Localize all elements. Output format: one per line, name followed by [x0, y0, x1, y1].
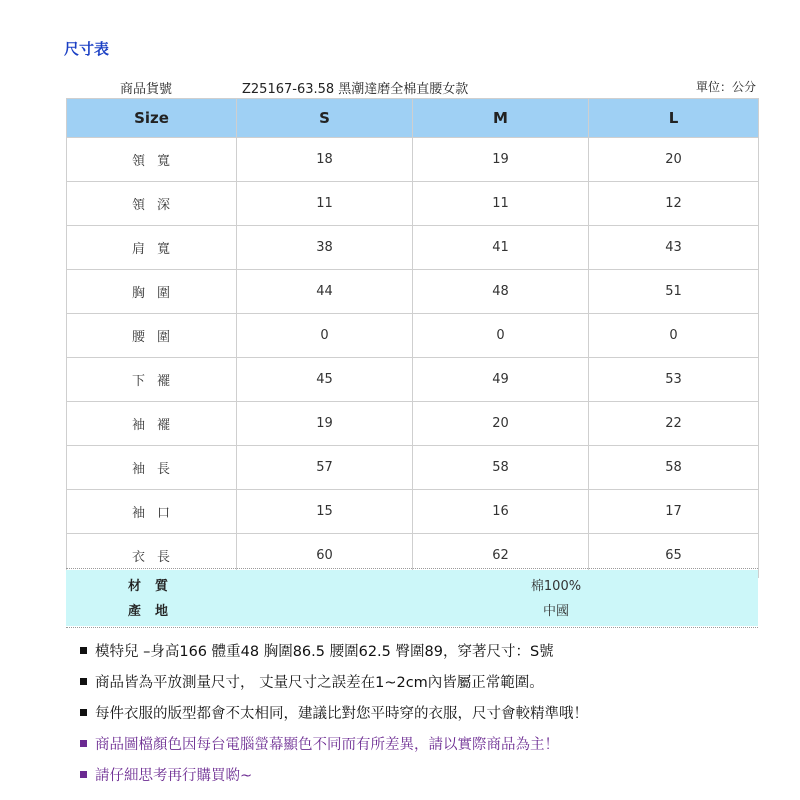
bullet-square-icon	[80, 740, 87, 747]
row-label: 胸圍	[67, 270, 237, 314]
cell-l: 58	[589, 446, 759, 490]
row-label: 袖襬	[67, 402, 237, 446]
note-text: 請仔細思考再行購買喲~	[95, 768, 253, 784]
cell-s: 57	[237, 446, 413, 490]
table-row	[67, 270, 759, 314]
table-row	[67, 446, 759, 490]
origin-value: 中國	[542, 604, 569, 619]
note-item	[80, 671, 780, 702]
product-code-label: 商品貨號	[120, 82, 173, 97]
notes-list	[80, 640, 780, 795]
cell-l: 12	[589, 182, 759, 226]
bullet-square-icon	[80, 647, 87, 654]
cell-s: 15	[237, 490, 413, 534]
header-m: M	[413, 99, 589, 138]
table-row	[67, 314, 759, 358]
cell-m: 62	[413, 534, 589, 578]
row-label: 袖口	[67, 490, 237, 534]
cell-l: 43	[589, 226, 759, 270]
cell-m: 16	[413, 490, 589, 534]
table-row	[67, 182, 759, 226]
row-label: 領寬	[67, 138, 237, 182]
table-row	[67, 138, 759, 182]
cell-m: 11	[413, 182, 589, 226]
product-code: Z25167-63.58 黑潮達磨全棉直腰女款	[242, 82, 469, 97]
bullet-square-icon	[80, 678, 87, 685]
table-row	[67, 358, 759, 402]
cell-s: 18	[237, 138, 413, 182]
page-title: 尺寸表	[64, 40, 110, 58]
cell-s: 19	[237, 402, 413, 446]
divider	[66, 568, 758, 569]
note-text: 商品圖檔顏色因每台電腦螢幕顯色不同而有所差異，請以實際商品為主！	[95, 737, 559, 753]
cell-l: 22	[589, 402, 759, 446]
row-label: 袖長	[67, 446, 237, 490]
cell-s: 38	[237, 226, 413, 270]
origin-label: 產地	[128, 604, 183, 619]
row-label: 衣長	[67, 534, 237, 578]
note-text: 模特兒 –身高166 體重48 胸圍86.5 腰圍62.5 臀圍89，穿著尺寸：S號	[95, 644, 554, 660]
header-l: L	[589, 99, 759, 138]
cell-l: 17	[589, 490, 759, 534]
bullet-square-icon	[80, 771, 87, 778]
note-text: 商品皆為平放測量尺寸， 丈量尺寸之誤差在1~2cm內皆屬正常範圍。	[95, 675, 544, 691]
table-row	[67, 402, 759, 446]
cell-m: 48	[413, 270, 589, 314]
cell-l: 53	[589, 358, 759, 402]
row-label: 肩寬	[67, 226, 237, 270]
cell-m: 19	[413, 138, 589, 182]
row-label: 腰圍	[67, 314, 237, 358]
unit-label: 單位：公分	[695, 80, 756, 94]
cell-m: 58	[413, 446, 589, 490]
note-item	[80, 640, 780, 671]
header-s: S	[237, 99, 413, 138]
cell-m: 0	[413, 314, 589, 358]
row-label: 下襬	[67, 358, 237, 402]
cell-l: 51	[589, 270, 759, 314]
cell-l: 20	[589, 138, 759, 182]
cell-s: 44	[237, 270, 413, 314]
table-row	[67, 226, 759, 270]
bullet-square-icon	[80, 709, 87, 716]
note-item	[80, 764, 780, 795]
table-row	[67, 490, 759, 534]
header-size: Size	[67, 99, 237, 138]
note-item	[80, 702, 780, 733]
size-table-header	[67, 99, 759, 138]
material-value: 棉100%	[530, 579, 582, 594]
size-table	[66, 98, 759, 578]
material-section	[66, 570, 758, 626]
cell-s: 45	[237, 358, 413, 402]
cell-l: 0	[589, 314, 759, 358]
cell-m: 41	[413, 226, 589, 270]
cell-l: 65	[589, 534, 759, 578]
material-row	[66, 575, 758, 599]
cell-m: 49	[413, 358, 589, 402]
material-label: 材質	[128, 579, 183, 594]
cell-s: 0	[237, 314, 413, 358]
note-item	[80, 733, 780, 764]
origin-row	[66, 600, 758, 624]
cell-m: 20	[413, 402, 589, 446]
note-text: 每件衣服的版型都會不太相同，建議比對您平時穿的衣服，尺寸會較精準哦！	[95, 706, 588, 722]
divider	[66, 627, 758, 628]
cell-s: 11	[237, 182, 413, 226]
cell-s: 60	[237, 534, 413, 578]
row-label: 領深	[67, 182, 237, 226]
